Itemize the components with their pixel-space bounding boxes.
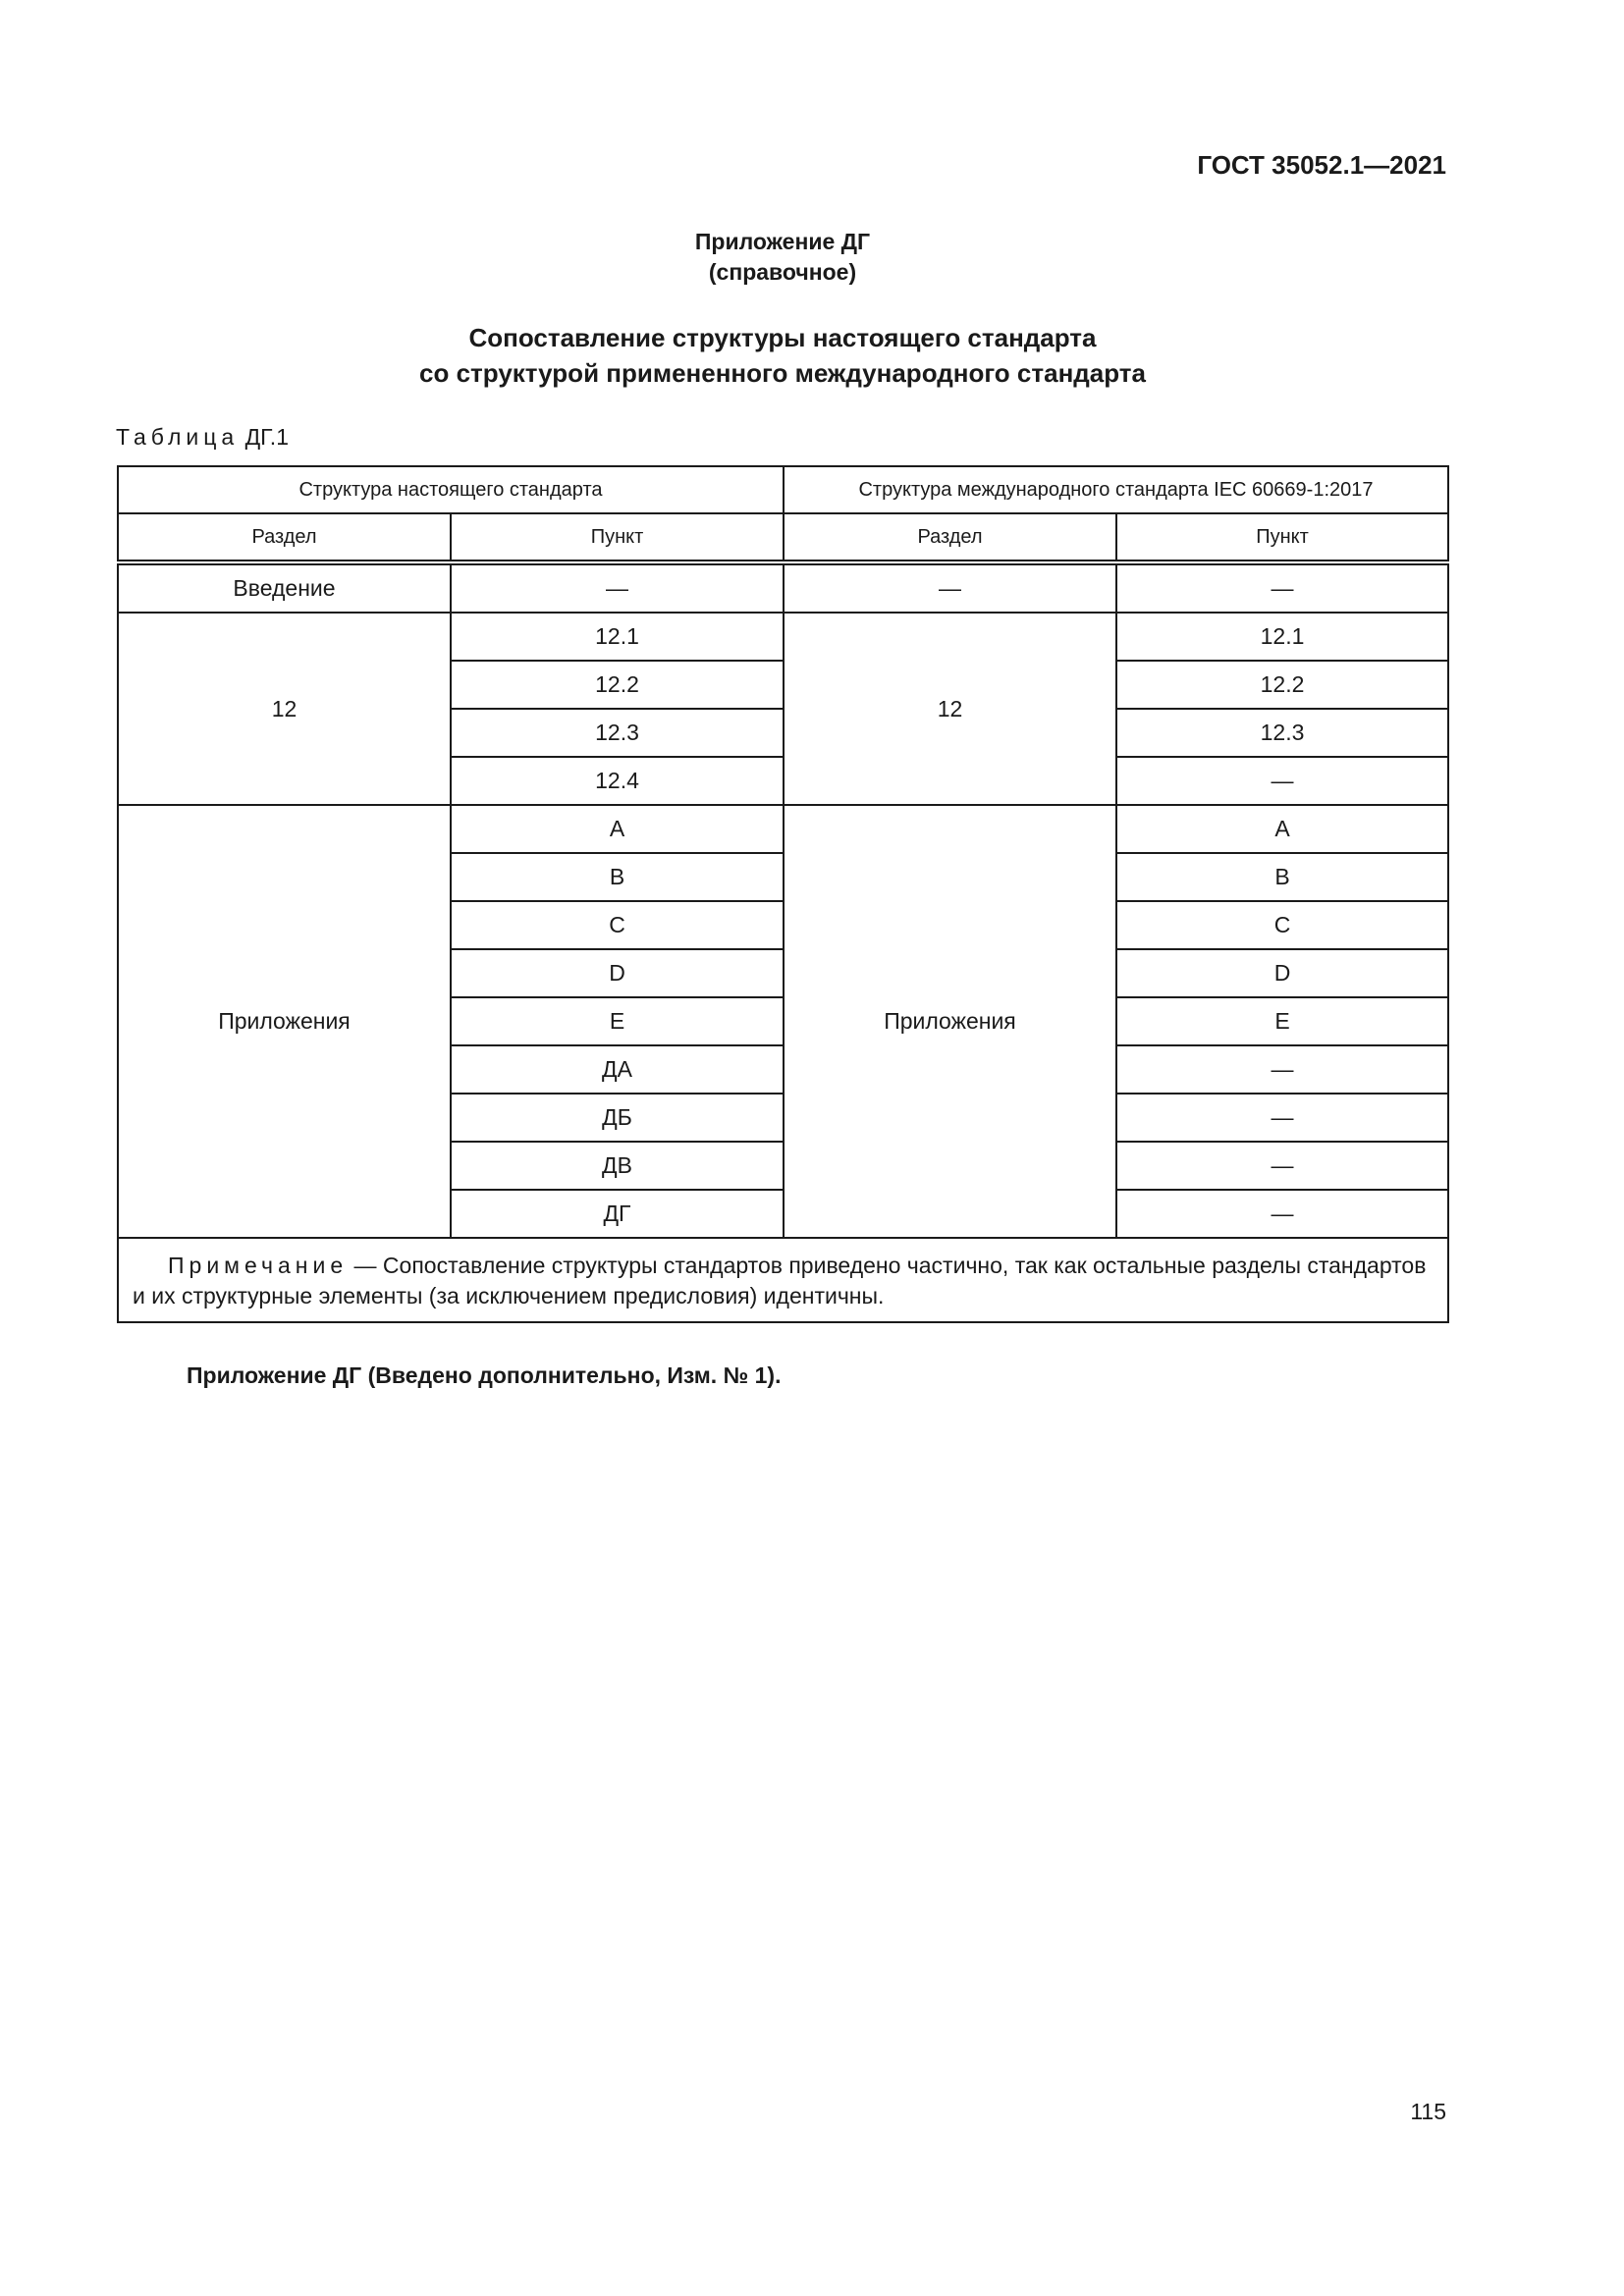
table-column-header-row — [118, 513, 1448, 562]
cell-section-b: 12 — [784, 613, 1116, 805]
table-group-header-row — [118, 466, 1448, 513]
annex-title-block — [0, 227, 1565, 288]
main-heading-line-2: со структурой примененного международного стандарта — [419, 358, 1146, 388]
table-row — [118, 805, 1448, 853]
cell-clause-a: 12.4 — [451, 757, 784, 805]
header-section-a: Раздел — [118, 513, 451, 562]
cell-clause-a: B — [451, 853, 784, 901]
document-code: ГОСТ 35052.1—2021 — [1197, 150, 1446, 180]
annex-type: (справочное) — [708, 259, 857, 285]
cell-clause-b: — — [1116, 757, 1448, 805]
annex-title: Приложение ДГ — [694, 229, 871, 254]
table-row-intro — [118, 562, 1448, 613]
cell-clause-a: ДА — [451, 1045, 784, 1094]
header-section-b: Раздел — [784, 513, 1116, 562]
cell-clause-a: 12.3 — [451, 709, 784, 757]
comparison-table — [117, 465, 1449, 1323]
cell-clause-a: A — [451, 805, 784, 853]
table-note-text: — Сопоставление структуры стандартов приведено частично, так как остальные разделы стандартов и их структурные элементы (за исключением предисловия) идентичны. — [133, 1253, 1427, 1308]
cell-clause-b: 12.3 — [1116, 709, 1448, 757]
page-number: 115 — [1410, 2099, 1446, 2124]
table-row — [118, 613, 1448, 661]
amendment-note: Приложение ДГ (Введено дополнительно, Изм. № 1). — [187, 1362, 782, 1388]
cell-clause-b: E — [1116, 997, 1448, 1045]
table-caption-number: ДГ.1 — [244, 424, 289, 450]
table-note — [118, 1238, 1448, 1322]
cell-clause-b: C — [1116, 901, 1448, 949]
cell-clause-b: — — [1116, 562, 1448, 613]
header-clause-a: Пункт — [451, 513, 784, 562]
main-heading — [0, 320, 1565, 391]
cell-clause-b: B — [1116, 853, 1448, 901]
cell-clause-b: — — [1116, 1142, 1448, 1190]
cell-clause-b: A — [1116, 805, 1448, 853]
cell-clause-a: 12.2 — [451, 661, 784, 709]
header-intl-standard: Структура международного стандарта IEC 60669-1:2017 — [784, 466, 1448, 513]
cell-clause-a: C — [451, 901, 784, 949]
table-note-label: Примечание — [168, 1253, 349, 1278]
header-this-standard: Структура настоящего стандарта — [118, 466, 784, 513]
cell-clause-a: 12.1 — [451, 613, 784, 661]
cell-clause-b: D — [1116, 949, 1448, 997]
cell-section-a: 12 — [118, 613, 451, 805]
header-clause-b: Пункт — [1116, 513, 1448, 562]
cell-section-a: Приложения — [118, 805, 451, 1238]
cell-clause-a: ДВ — [451, 1142, 784, 1190]
cell-section-b: Приложения — [784, 805, 1116, 1238]
cell-clause-a: — — [451, 562, 784, 613]
cell-clause-b: — — [1116, 1094, 1448, 1142]
table-caption-label: Таблица — [116, 424, 240, 450]
cell-clause-a: E — [451, 997, 784, 1045]
cell-clause-a: ДГ — [451, 1190, 784, 1238]
cell-clause-b: — — [1116, 1045, 1448, 1094]
cell-clause-b: 12.2 — [1116, 661, 1448, 709]
table-note-row — [118, 1238, 1448, 1322]
table-caption — [116, 424, 289, 451]
cell-clause-b: — — [1116, 1190, 1448, 1238]
cell-section-a: Введение — [118, 562, 451, 613]
cell-clause-b: 12.1 — [1116, 613, 1448, 661]
cell-clause-a: D — [451, 949, 784, 997]
main-heading-line-1: Сопоставление структуры настоящего стандарта — [468, 323, 1097, 352]
cell-clause-a: ДБ — [451, 1094, 784, 1142]
cell-section-b: — — [784, 562, 1116, 613]
